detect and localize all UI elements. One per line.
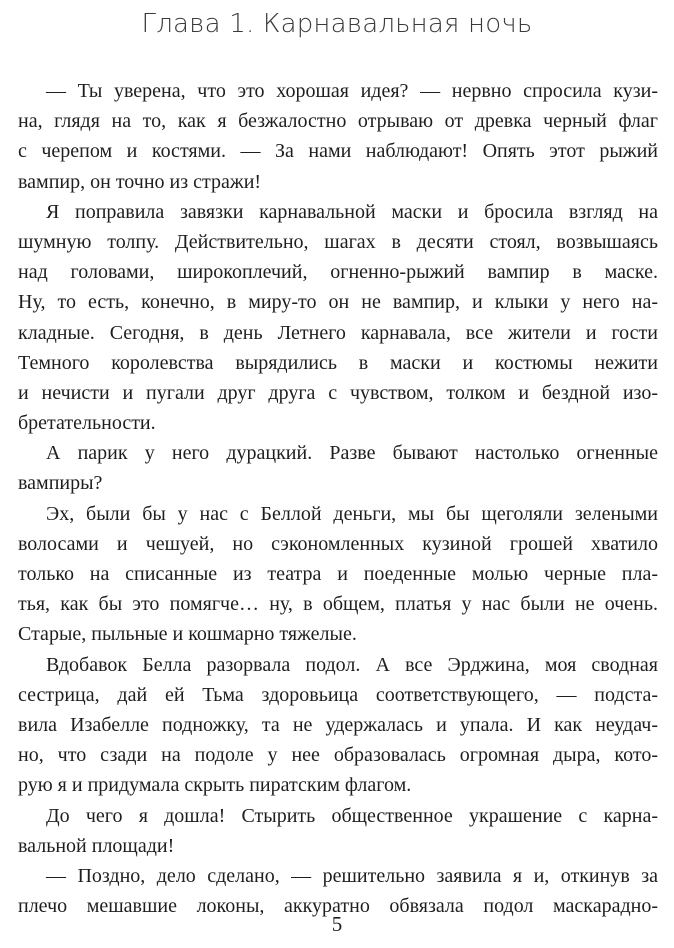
text-line: Ну, то есть, конечно, в миру-то он не вампир, и клыки у него на- [18,291,658,314]
text-line: — Поздно, дело сделано, — решительно заявила я и, откинув за [46,864,658,887]
text-line: только на списанные из театра и поеденные молью черные пла- [18,563,658,585]
body-text [18,76,658,921]
text-line: вампиры? [18,472,103,495]
text-line: рую я и придумала скрыть пиратским флагом. [18,774,412,797]
text-line: вампир, он точно из стражи! [18,170,262,193]
text-line: До чего я дошла! Стырить общественное украшение с карна- [46,804,658,827]
text-line: кладные. Сегодня, в день Летнего карнавала, все жители и гости [18,321,658,344]
text-line: бретательности. [18,412,156,435]
text-line: и нечисти и пугали друг друга с чувством, толком и бездной изо- [18,381,658,404]
text-line: Вдобавок Белла разорвала подол. А все Эрджина, моя сводная [46,653,658,676]
page-number: 5 [331,912,343,936]
text-line: с черепом и костями. — За нами наблюдают! Опять этот рыжий [18,140,658,163]
text-line: волосами и чешуей, но сэкономленных кузиной грошей хватило [18,532,658,555]
text-line: над головами, широкоплечий, огненно-рыжий вампир в маске. [18,261,658,284]
text-line: Старые, пыльные и кошмарно тяжелые. [18,623,357,646]
text-line: на, глядя на то, как я безжалостно отрываю от древка черный флаг [18,110,658,133]
text-line: но, что сзади на подоле у нее образовалась огромная дыра, кото- [18,744,658,767]
text-line: Эх, были бы у нас с Беллой деньги, мы бы щеголяли зелеными [46,502,658,525]
text-line: вальной площади! [18,834,175,857]
text-line: плечо мешавшие локоны, аккуратно обвязала подол маскарадно- [18,895,658,918]
text-line: А парик у него дурацкий. Разве бывают настолько огненные [46,442,658,465]
text-line: Я поправила завязки карнавальной маски и бросила взгляд на [46,200,658,223]
text-line: вила Изабелле подножку, та не удержалась и упала. И как неудач- [18,713,658,736]
text-line: Темного королевства вырядились в маски и костюмы нежити [18,351,658,374]
text-line: — Ты уверена, что это хорошая идея? — нервно спросила кузи- [46,80,658,102]
chapter-title: Глава 1. Карнавальная ночь [141,9,533,39]
text-line: шумную толпу. Действительно, шагах в десяти стоял, возвышаясь [18,230,658,253]
text-line: сестрица, дай ей Тьма здоровьица соответствующего, — подста- [18,683,658,706]
text-line: тья, как бы это помягче… ну, в общем, платья у нас были не очень. [18,593,658,616]
